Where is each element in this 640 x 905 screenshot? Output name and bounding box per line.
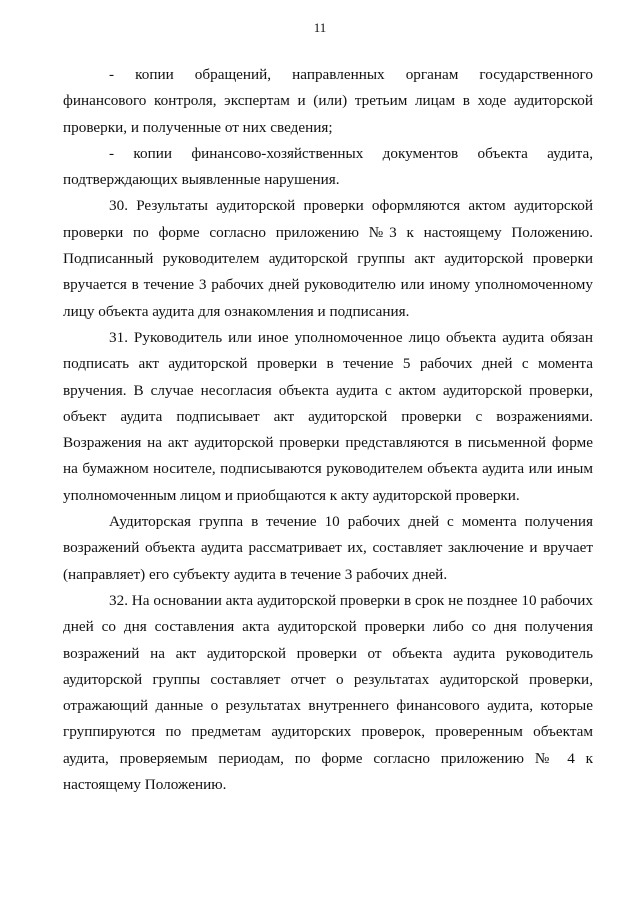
paragraph-document-copies: - копии финансово-хозяйственных документов объекта аудита, подтверждающих выявленные нарушения. (63, 144, 593, 189)
page-number: 11 (313, 20, 327, 35)
paragraph-objections: Аудиторская группа в течение 10 рабочих дней с момента получения возражений объекта аудита рассматривает их, составляет заключение и вручает (направляет) его субъекту аудита в течение 3 рабочих дней. (63, 513, 593, 583)
paragraph-31: 31. Руководитель или иное уполномоченное лицо объекта аудита обязан подписать акт аудиторской проверки в течение 5 рабочих дней с момента вручения. В случае несогласия объекта аудита с актом аудиторской проверки, объект аудита подписывает акт аудиторской проверки с возражениями. Возражения на акт аудиторской проверки представляются в письменной форме на бумажном носителе, подписываются руководителем объекта аудита или иным уполномоченным лицом и приобщаются к акту аудиторской проверки. (63, 328, 593, 504)
document-body (63, 62, 593, 798)
paragraph-32: 32. На основании акта аудиторской проверки в срок не позднее 10 рабочих дней со дня составления акта аудиторской проверки либо со дня получения возражений на акт аудиторской проверки от объекта аудита руководитель аудиторской группы составляет отчет о результатах аудиторской проверки, отражающий данные о результатах внутреннего финансового аудита, которые группируются по предметам аудиторских проверок, проверенным объектам аудита, проверяемым периодам, по форме согласно приложению № 4 к настоящему Положению. (63, 591, 593, 794)
paragraph-appeal-copies: - копии обращений, направленных органам государственного финансового контроля, экспертам и (или) третьим лицам в ходе аудиторской проверки, и полученные от них сведения; (63, 66, 593, 136)
paragraph-30: 30. Результаты аудиторской проверки оформляются актом аудиторской проверки по форме согласно приложению №3 к настоящему Положению. Подписанный руководителем аудиторской группы акт аудиторской проверки вручается в течение 3 рабочих дней руководителю или иному уполномоченному лицу объекта аудита для ознакомления и подписания. (63, 197, 593, 320)
